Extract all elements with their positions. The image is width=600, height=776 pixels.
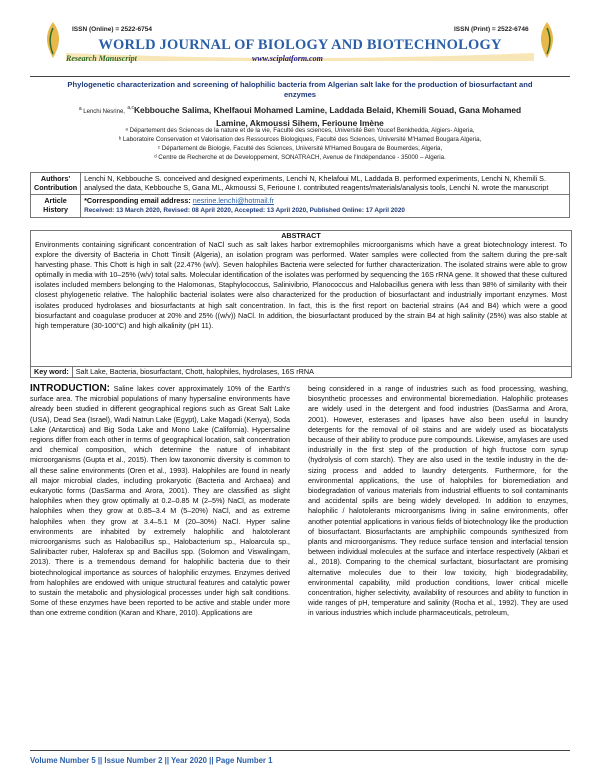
corresponding-email[interactable]: nesrine.lenchi@hotmail.fr [192,195,274,205]
abstract-heading: ABSTRACT [30,230,572,240]
abstract-text: Environments containing significant concentration of NaCl such as salt lakes harbor extremophiles microorganisms which have a great biotechnology interest. To explore the diversity of Bacteria in Chott Tinsilt (Algeria), an isolation program was performed. Water samples were collected from the saltern during the pre-salt harvesting phase. This Chott is high in salt (22.47% (w/v). Seven halophiles Bacteria were selected for further characterization. The isolated strains were able to grow optimally in media with 10–25% (w/v) total salts. Molecular identification of the isolates was performed by sequencing the 16S rRNA gene. It showed that these cultured isolates included members belonging to the Halomonas, Staphylococcus, Salinivibrio, Planococcus and Halobacillus genera with less than 98% of similarity with their closest phylogenetic relative. The halophilic bacterial isolates were also characterized for the production of biosurfactant and industrially important enzymes. Most isolates produced hydrolases and biosurfactants at high salt concentration. In fact, this is the first report on bacterial strains (A4 and B4) which were a good biosurfactant and coagulase producer at 20% and 25% ((w/v)) NaCl. In addition, the biosurfactant produced by the strain B4 at high salinity (25%) was also stable at high temperature (30-100°C) and high alkalinity (pH 11). [30,240,572,366]
website-link[interactable]: www.sciplatform.com [252,54,323,63]
authors-line-1: Kebbouche Salima, Khelfaoui Mohamed Lamine, Laddada Belaid, Khemili Souad, Gana Mohamed [133,104,522,115]
introduction-heading: INTRODUCTION: [30,384,110,394]
manuscript-type: Research Manuscript [66,54,137,63]
history-cell [81,194,570,217]
article-meta-table [30,172,570,218]
issn-print: ISSN (Print) = 2522-6746 [454,26,529,33]
issn-online: ISSN (Online) = 2522-6754 [72,26,153,33]
affiliations [30,126,570,162]
corresponding-label: *Corresponding email address: [84,195,191,205]
body-column-right: being considered in a range of industries such as food processing, washing, biosynthetic processes and environmental bioremediation. Halophilic proteases are widely used in the detergent and food industries (DasSarma and Arora, 2001). However, esterases and lipases have also been useful in laundry detergents for the removal of oil stains and are widely used as biocatalysts because of their ability to produce pure compounds. Likewise, amylases are used industrially in the first step of the production of high fructose corn syrup (hydrolysis of corn starch). They are also used in the textile industry in the de-sizing process and added to laundry detergents. Furthermore, for the environmental applications, the use of halophiles for bioremediation and biodegradation of various materials from industrial effluents to soil contaminants and accidental spills are being widely developed. In addition to enzymes, halophilic / halotolerants microorganisms living in saline environments, offer another potential applications in various fields of biotechnology like the production of biosurfactant. Biosurfactants are amphiphilic compounds synthesized from plants and microorganisms. They reduce surface tension and interfacial tension between individual molecules at the surface and interface respectively (Akbari et al., 2018). Comparing to the chemical surfactant, biosurfactant are promising alternative molecules due to their low toxicity, high biodegradability, environmental capability, mild production conditions, lower critical micelle concentration, higher selectivity, availability of resources and ability to function in wide ranges of pH, temperature and salinity (Rocha et al., 1992). They are used in various industries which include pharmaceuticals, petroleum, [308,384,568,618]
authors-line-2: Lamine, Akmoussi Sihem, Ferioune Imène [216,117,384,128]
keywords-text: Salt Lake, Bacteria, biosurfactant, Chott, halophiles, hydrolases, 16S rRNA [75,367,314,376]
affiliation-b: ᵇ Laboratoire Conservation et Valorisation des Ressources Biologiques, Faculté des Sciences, Université M'Hamed Bougara Algeria, [118,136,482,143]
footer-divider [30,750,570,751]
body-column-left [30,384,290,744]
journal-name: WORLD JOURNAL OF BIOLOGY AND BIOTECHNOLOGY [98,37,502,53]
affiliation-a: ᵃ Département des Sciences de la nature et de la vie, Faculté des sciences, Université Ben Youcef Benkhedda, Algiers- Algeria, [125,127,475,134]
keywords-row [30,366,572,378]
footer-volume: Volume Number 5 || Issue Number 2 || Year 2020 || Page Number 1 [30,756,273,765]
introduction-text: Saline lakes cover approximately 10% of the Earth's surface area. The microbial populations of many hypersaline environments have already been studied in different geographical regions such as Great Salt Lake (USA), Dead Sea (Israel), Wadi Natrun Lake (Egypt), Lake Magadi (Kenya), Soda Lake (Antarctica) and Big Soda Lake and Mono Lake (California). Hypersaline regions differ from each other in terms of geographical location, salt concentration and chemical composition, which determine the nature of inhabitant microorganisms (Gupta et al., 2015). Then low taxonomic diversity is common to all these saline environments (Oren et al., 1993). Halophiles are found in nearly all major microbial clades, including prokaryotic (Bacteria and Archaea) and eukaryotic forms (DasSarma and Arora, 2001). They are classified as slight halophiles when they grow optimally at 0.2–0.85 M (2–5%) NaCl, as moderate halophiles when they grow at 0.85–3.4 M (5–20%) NaCl, and as extreme halophiles when they grow at 3.4–5.1 M (20–30%) NaCl. Hyper saline environments are inhabited by extremely halophilic and halotolerant microorganisms such as Halobacillus sp., Halobacterium sp., Haloarcula sp., Salinibacter ruber, Haloferax sp and Bacillus spp. (Solomon and Viswalingam, 2013). There is a tremendous demand for halophilic bacteria due to their biotechnological importance as sources of halophilic enzymes. Enzymes derived from halophiles are endowed with unique structural features and catalytic power to sustain the metabolic and physiological processes under high salt conditions. Some of these enzymes have been reported to be active and stable under more than one extreme condition (Karan and Khare, 2010). Applications are [30,384,290,618]
contribution-label: Authors' Contribution [31,173,81,195]
history-dates: Received: 13 March 2020, Revised: 08 April 2020, Accepted: 13 April 2020, Published Online: 17 April 2020 [84,207,405,215]
article-title: Phylogenetic characterization and screening of halophilic bacteria from Algerian salt lake for the production of biosurfactant and enzymes [67,80,533,99]
affiliation-d: ᵈ Centre de Recherche et de Developpement, SONATRACH, Avenue de l'Indépendance - 35000 – Algeria. [154,154,446,161]
header-divider [30,76,570,77]
authors: $^a$ Lenchi Nesrine, $^{a,c}$Kebbouche Salima, Khelfaoui Mohamed Lamine, Laddada Belaid, Khemili Souad, Gana Mohamed Lamine, Akmoussi Sihem, Ferioune Imène [78,104,522,128]
affiliation-c: ᶜ Département de Biologie, Faculté des Sciences, Université M'Hamed Bougara de Boumerdes, Algeria, [157,145,443,152]
contribution-text: Lenchi N, Kebbouche S. conceived and designed experiments, Lenchi N, Khelafoui ML, Laddada B. performed experiments, Lenchi N, Khemili S. analysed the data, Kebbouche S, Gana ML, Akmoussi S, Ferioune I. contributed reagents/materials/analysis tools, Lenchi N. wrote the manuscript [81,173,570,195]
keywords-label: Key word: [31,367,73,377]
history-label: Article History [31,194,81,217]
first-author: Lenchi Nesrine, [83,108,125,115]
